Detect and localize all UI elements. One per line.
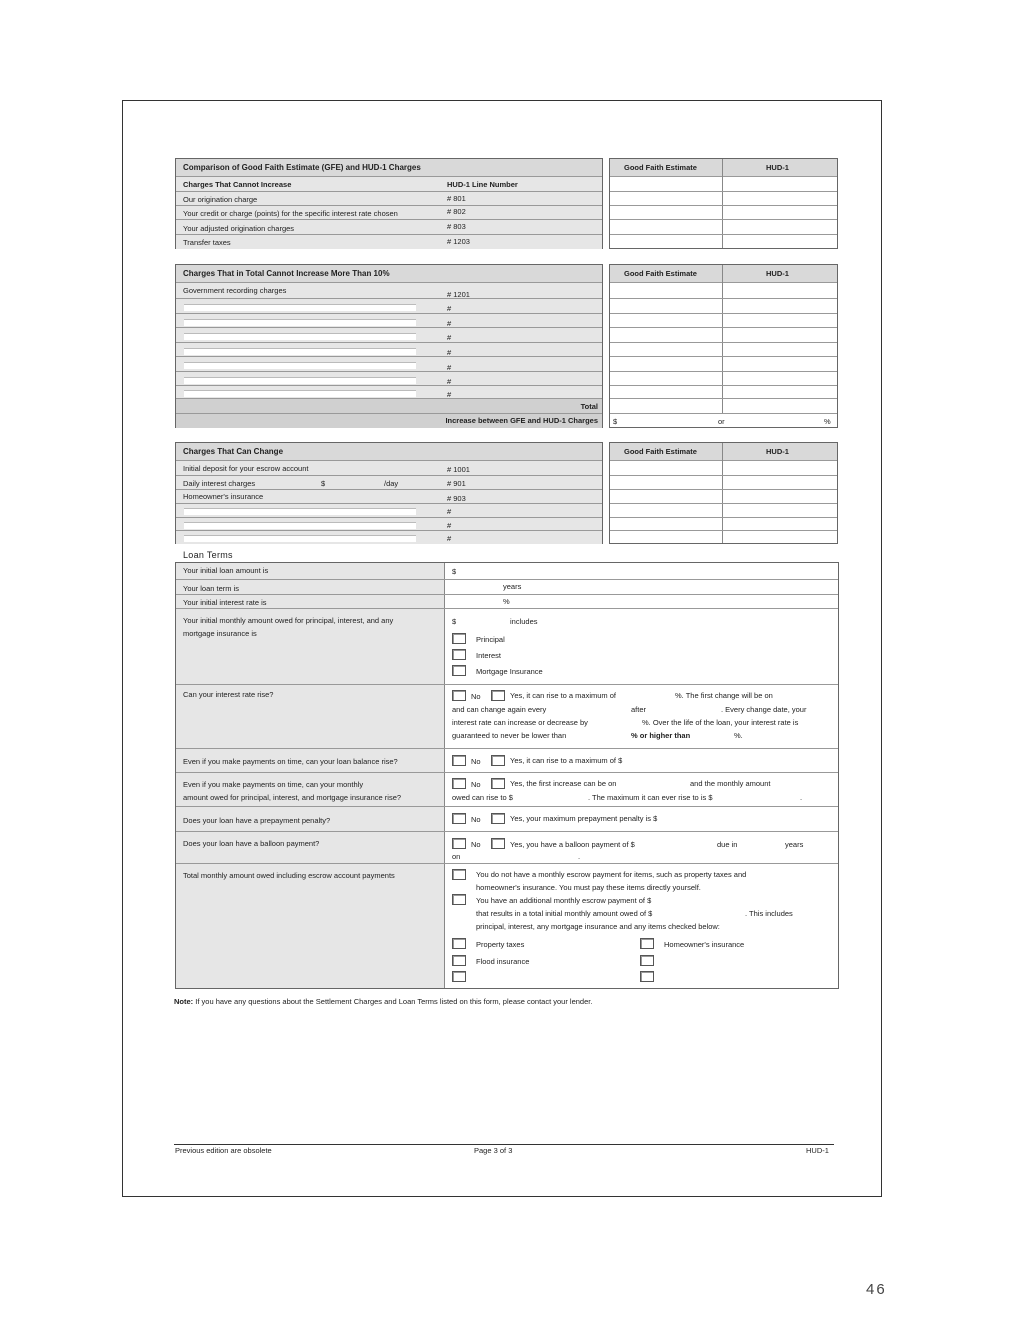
monthly-includes: includes: [510, 617, 538, 626]
table-row: [176, 314, 602, 328]
row-line-number: #: [447, 363, 452, 372]
row-line-number: # 1203: [447, 237, 470, 246]
table-row: [176, 518, 602, 531]
section1-amount-table: [609, 158, 838, 249]
term-answer: years: [503, 582, 522, 591]
section1-left-table: [175, 158, 603, 249]
prepayment-no-checkbox[interactable]: [452, 813, 466, 824]
amount-question: Your initial loan amount is: [183, 566, 269, 575]
escrow-none-text-1: You do not have a monthly escrow payment for items, such as property taxes and: [476, 870, 747, 879]
monthly-rise-question-2: amount owed for principal, interest, and mortgage insurance rise?: [183, 793, 402, 802]
balloon-question: Does your loan have a balloon payment?: [183, 839, 320, 848]
table-row: [176, 235, 602, 249]
table-row: [176, 504, 602, 518]
table-row: [176, 357, 602, 372]
rate-rise-text-2c: . Every change date, your: [721, 705, 807, 714]
rate-rise-text-4: guaranteed to never be lower than: [452, 731, 567, 740]
row-label: Homeowner's insurance: [183, 492, 264, 501]
loan-row-balloon: [176, 832, 838, 864]
rate-rise-text-4c: %.: [734, 731, 743, 740]
section3-title: Charges That Can Change: [183, 447, 284, 456]
monthly-rise-no-checkbox[interactable]: [452, 778, 466, 789]
rate-answer: %: [503, 597, 510, 606]
balloon-yes-checkbox[interactable]: [491, 838, 505, 849]
no-label: No: [471, 780, 481, 789]
monthly-question-2: mortgage insurance is: [183, 629, 257, 638]
amount-header: [610, 159, 837, 177]
table-row: [176, 461, 602, 476]
no-label: No: [471, 692, 481, 701]
mortgage-insurance-label: Mortgage Insurance: [476, 667, 543, 676]
table-row: [176, 476, 602, 490]
row-label: Initial deposit for your escrow account: [183, 464, 309, 473]
interest-label: Interest: [476, 651, 502, 660]
table-row: [176, 192, 602, 206]
amount-header: [610, 443, 837, 461]
col-gfe: Good Faith Estimate: [624, 269, 697, 278]
escrow-additional-text-1: You have an additional monthly escrow payment of $: [476, 896, 652, 905]
increase-percent: %: [824, 417, 831, 426]
amount-header: [610, 265, 837, 283]
balloon-on: on: [452, 852, 461, 861]
col-hud: HUD-1: [766, 269, 789, 278]
table-row: [176, 328, 602, 343]
section1-title-row: [176, 159, 602, 177]
section2-left-table: [175, 264, 603, 428]
prepayment-question: Does your loan have a prepayment penalty?: [183, 816, 331, 825]
table-row: [176, 490, 602, 504]
rate-rise-text-1b: %. The first change will be on: [675, 691, 773, 700]
row-line-number: #: [447, 319, 452, 328]
balloon-no-checkbox[interactable]: [452, 838, 466, 849]
rate-rise-text-2b: after: [631, 705, 647, 714]
extra-item-checkbox[interactable]: [640, 971, 654, 982]
table-row: [176, 206, 602, 220]
table-row: [176, 299, 602, 314]
row-label: Our origination charge: [183, 195, 258, 204]
balloon-answer: Yes, you have a balloon payment of $: [510, 840, 635, 849]
property-taxes-label: Property taxes: [476, 940, 525, 949]
col-gfe: Good Faith Estimate: [624, 447, 697, 456]
monthly-rise-question-1: Even if you make payments on time, can your monthly: [183, 780, 364, 789]
loan-terms-title: Loan Terms: [183, 550, 233, 560]
row-label: Transfer taxes: [183, 238, 231, 247]
table-row: [176, 531, 602, 544]
subheader-charges: Charges That Cannot Increase: [183, 180, 292, 189]
balance-question: Even if you make payments on time, can your loan balance rise?: [183, 757, 398, 766]
principal-label: Principal: [476, 635, 505, 644]
col-gfe: Good Faith Estimate: [624, 163, 697, 172]
mortgage-insurance-checkbox[interactable]: [452, 665, 466, 676]
row-line-number: # 901: [447, 479, 466, 488]
monthly-rise-text-1: Yes, the first increase can be on: [510, 779, 617, 788]
rate-rise-text-3: interest rate can increase or decrease by: [452, 718, 588, 727]
flood-insurance-label: Flood insurance: [476, 957, 530, 966]
section1-title: Comparison of Good Faith Estimate (GFE) and HUD-1 Charges: [183, 163, 421, 172]
section3-amount-table: [609, 442, 838, 544]
row-line-number: #: [447, 348, 452, 357]
section3-left-table: [175, 442, 603, 544]
loan-row-balance: [176, 749, 838, 773]
note: [174, 997, 592, 1006]
monthly-rise-text-2: owed can rise to $: [452, 793, 513, 802]
table-row: [176, 386, 602, 399]
note-label: Note:: [174, 997, 194, 1006]
increase-dollar: $: [613, 417, 618, 426]
section2-title: Charges That in Total Cannot Increase More Than 10%: [183, 269, 390, 278]
total-row: [176, 399, 602, 414]
table-row: [176, 343, 602, 357]
loan-row-term: [176, 580, 838, 595]
escrow-additional-checkbox[interactable]: [452, 894, 466, 905]
row-line-number: #: [447, 333, 452, 342]
monthly-rise-text-2c: .: [800, 793, 803, 802]
row-line-number: #: [447, 507, 452, 516]
row-line-number: #: [447, 521, 452, 530]
extra-item-checkbox[interactable]: [640, 955, 654, 966]
table-row: [176, 283, 602, 299]
row-label: Daily interest charges: [183, 479, 256, 488]
rate-rise-no-checkbox[interactable]: [452, 690, 466, 701]
note-text: If you have any questions about the Settlement Charges and Loan Terms listed on this form, please contact your lender.: [195, 997, 593, 1006]
footer-page: Page 3 of 3: [474, 1146, 513, 1155]
flood-insurance-checkbox[interactable]: [452, 955, 466, 966]
amount-answer: $: [452, 567, 457, 576]
homeowners-insurance-label: Homeowner's insurance: [664, 940, 745, 949]
row-label: Government recording charges: [183, 286, 287, 295]
rate-question: Your initial interest rate is: [183, 598, 267, 607]
balance-yes-checkbox[interactable]: [491, 755, 505, 766]
monthly-question-1: Your initial monthly amount owed for principal, interest, and any: [183, 616, 394, 625]
escrow-additional-text-2: that results in a total initial monthly amount owed of $: [476, 909, 653, 918]
footer-rule: [174, 1144, 834, 1145]
monthly-rise-text-1b: and the monthly amount: [690, 779, 771, 788]
term-question: Your loan term is: [183, 584, 240, 593]
escrow-additional-text-4: principal, interest, any mortgage insurance and any items checked below:: [476, 922, 720, 931]
escrow-none-checkbox[interactable]: [452, 869, 466, 880]
loan-row-escrow: [176, 864, 838, 989]
section1-subheader: [176, 177, 602, 192]
total-label: Total: [580, 402, 598, 411]
row-line-number: # 803: [447, 222, 466, 231]
row-line-number: #: [447, 304, 452, 313]
row-label: Your credit or charge (points) for the specific interest rate chosen: [183, 209, 398, 218]
increase-values: [610, 414, 837, 428]
balance-answer: Yes, it can rise to a maximum of $: [510, 756, 623, 765]
loan-row-amount: [176, 563, 838, 580]
footer-form-id: HUD-1: [806, 1146, 829, 1155]
page-number: 46: [866, 1281, 887, 1298]
balloon-due: due in: [717, 840, 738, 849]
increase-label: Increase between GFE and HUD-1 Charges: [445, 416, 598, 425]
daily-dollar: $: [321, 479, 326, 488]
row-line-number: # 1201: [447, 290, 470, 299]
monthly-rise-yes-checkbox[interactable]: [491, 778, 505, 789]
balance-no-checkbox[interactable]: [452, 755, 466, 766]
extra-item-checkbox[interactable]: [452, 971, 466, 982]
prepayment-yes-checkbox[interactable]: [491, 813, 505, 824]
rate-rise-text-1: Yes, it can rise to a maximum of: [510, 691, 617, 700]
principal-checkbox[interactable]: [452, 633, 466, 644]
row-label: Your adjusted origination charges: [183, 224, 295, 233]
balloon-dot: .: [578, 852, 581, 861]
monthly-rise-text-2b: . The maximum it can ever rise to is $: [588, 793, 713, 802]
prepayment-answer: Yes, your maximum prepayment penalty is $: [510, 814, 658, 823]
loan-row-rate: [176, 595, 838, 609]
subheader-line-number: HUD-1 Line Number: [447, 180, 518, 189]
no-label: No: [471, 840, 481, 849]
loan-terms-table: [175, 562, 839, 989]
row-line-number: #: [447, 534, 452, 543]
rate-rise-text-2: and can change again every: [452, 705, 547, 714]
loan-row-monthly-rise: [176, 773, 838, 807]
row-line-number: # 802: [447, 207, 466, 216]
row-line-number: # 801: [447, 194, 466, 203]
escrow-question: Total monthly amount owed including escrow account payments: [183, 871, 395, 880]
daily-per: /day: [384, 479, 399, 488]
loan-row-rate-rise: [176, 685, 838, 749]
escrow-additional-text-3: . This includes: [745, 909, 793, 918]
increase-or: or: [718, 417, 725, 426]
no-label: No: [471, 757, 481, 766]
homeowners-insurance-checkbox[interactable]: [640, 938, 654, 949]
row-line-number: # 903: [447, 494, 466, 503]
loan-row-monthly: [176, 609, 838, 685]
increase-row: [176, 414, 602, 428]
no-label: No: [471, 815, 481, 824]
row-line-number: #: [447, 377, 452, 386]
section3-title-row: [176, 443, 602, 461]
rate-rise-text-3b: %. Over the life of the loan, your interest rate is: [642, 718, 799, 727]
table-row: [176, 220, 602, 235]
escrow-none-text-2: homeowner's insurance. You must pay these items directly yourself.: [476, 883, 701, 892]
balloon-years: years: [785, 840, 804, 849]
row-line-number: # 1001: [447, 465, 470, 474]
monthly-dollar: $: [452, 617, 457, 626]
rate-rise-text-4b: % or higher than: [631, 731, 691, 740]
table-row: [176, 372, 602, 386]
col-hud: HUD-1: [766, 163, 789, 172]
loan-row-prepayment: [176, 807, 838, 832]
footer-left: Previous edition are obsolete: [175, 1146, 272, 1155]
col-hud: HUD-1: [766, 447, 789, 456]
interest-checkbox[interactable]: [452, 649, 466, 660]
rate-rise-question: Can your interest rate rise?: [183, 690, 274, 699]
section2-title-row: [176, 265, 602, 283]
section2-amount-table: [609, 264, 838, 428]
row-line-number: #: [447, 390, 452, 399]
rate-rise-yes-checkbox[interactable]: [491, 690, 505, 701]
property-taxes-checkbox[interactable]: [452, 938, 466, 949]
